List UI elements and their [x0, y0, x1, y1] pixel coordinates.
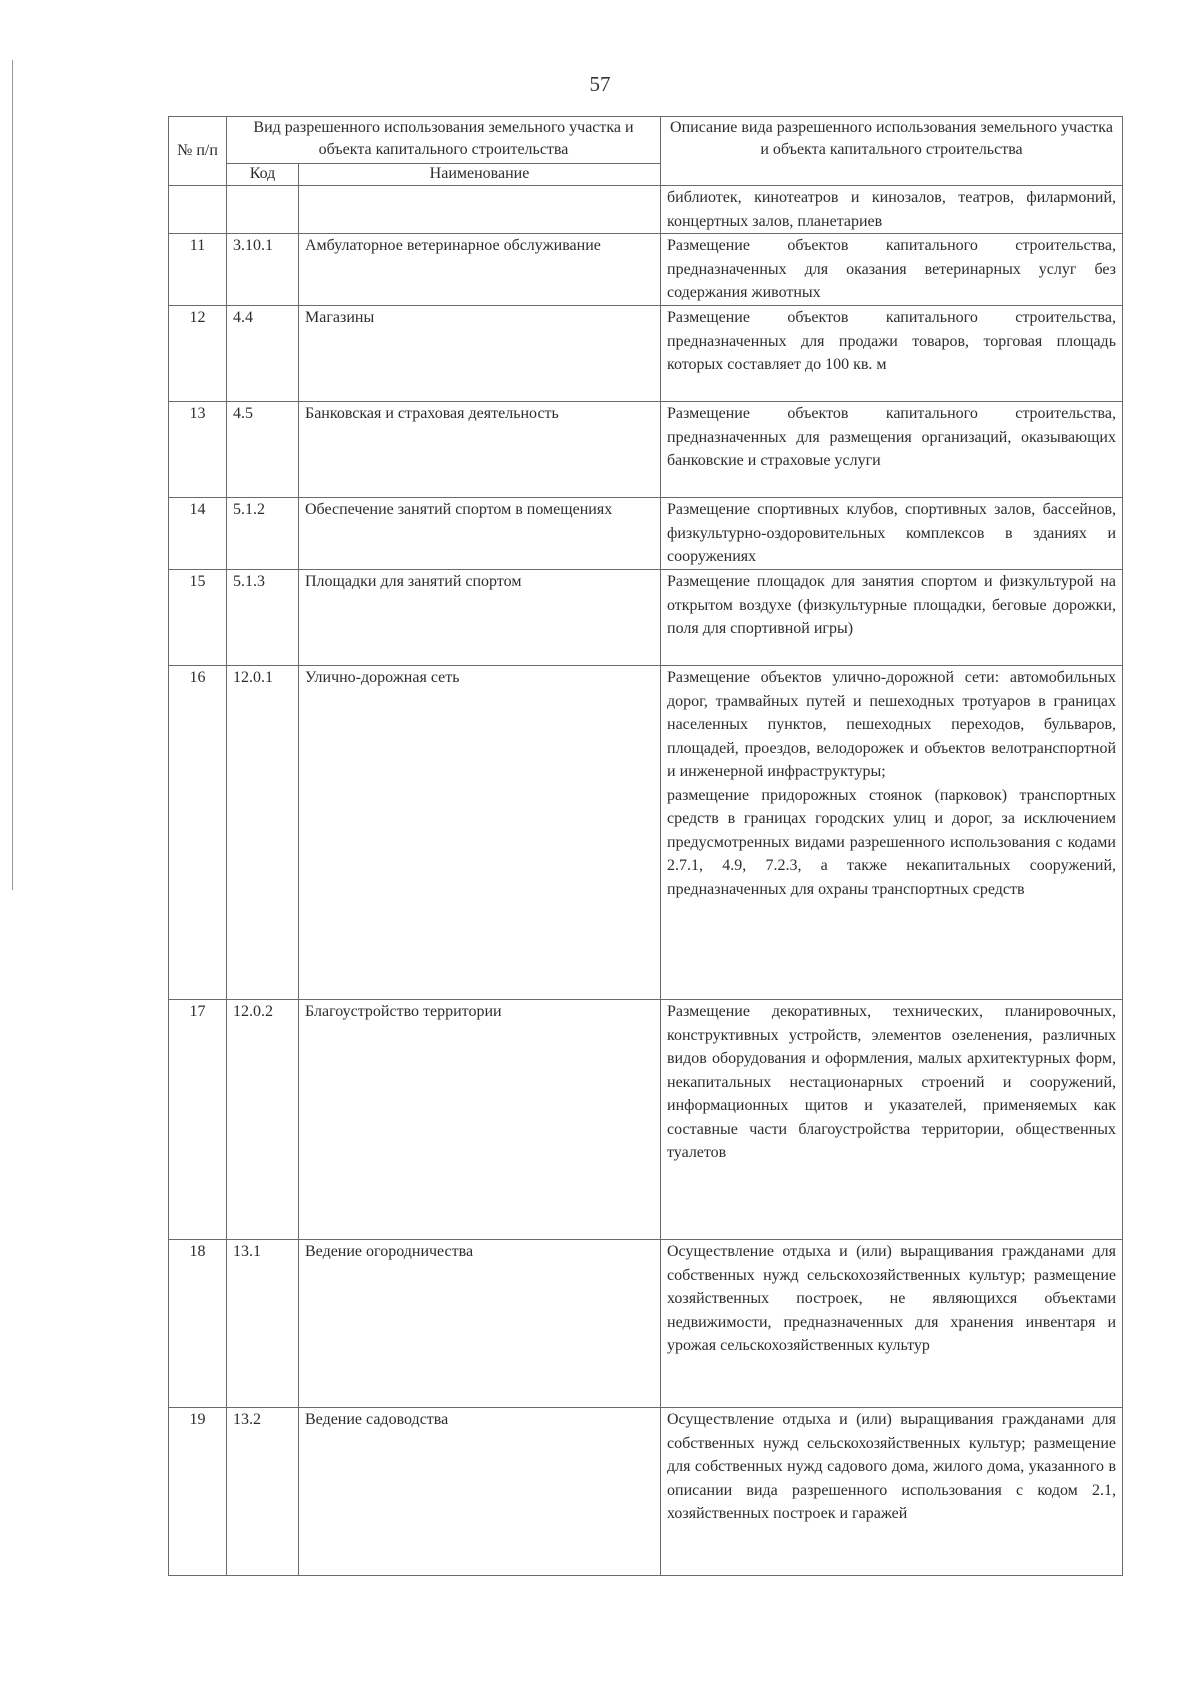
- scan-edge-line: [12, 60, 13, 890]
- table-row: [169, 666, 1123, 1000]
- page-number: 57: [589, 72, 611, 96]
- row-name: Амбулаторное ветеринарное обслуживание: [299, 234, 661, 306]
- table-row: [169, 498, 1123, 570]
- row-description: Осуществление отдыха и (или) выращивания гражданами для собственных нужд сельскохозяйственных культур; размещение для собственных нужд садового дома, жилого дома, указанного в описании вида разрешенного использования с кодом 2.1, хозяйственных построек и гаражей: [661, 1408, 1123, 1576]
- row-description-part: Размещение объектов улично-дорожной сети: автомобильных дорог, трамвайных путей и пешеходных тротуаров в границах населенных пунктов, пешеходных переходов, бульваров, площадей, проездов, велодорожек и объектов велотранспортной и инженерной инфраструктуры;: [667, 669, 1116, 780]
- row-description-part: размещение придорожных стоянок (парковок) транспортных средств в границах городских улиц и дорог, за исключением предусмотренных видами разрешенного использования с кодами 2.7.1, 4.9, 7.2.3, а также некапитальных сооружений, предназначенных для охраны транспортных средств: [667, 786, 1116, 898]
- header-use-type: Вид разрешенного использования земельного участка и объекта капитального строительства: [227, 117, 661, 164]
- row-description: [661, 666, 1123, 1000]
- table-row: [169, 234, 1123, 306]
- row-description: Размещение объектов капитального строительства, предназначенных для оказания ветеринарных услуг без содержания животных: [661, 234, 1123, 306]
- row-description: Размещение площадок для занятия спортом и физкультурой на открытом воздухе (физкультурные площадки, беговые дорожки, поля для спортивной игры): [661, 570, 1123, 666]
- row-name: Улично-дорожная сеть: [299, 666, 661, 1000]
- row-code: 5.1.2: [227, 498, 299, 570]
- row-description: Размещение объектов капитального строительства, предназначенных для размещения организаций, оказывающих банковские и страховые услуги: [661, 402, 1123, 498]
- row-number: 17: [169, 1000, 227, 1240]
- row-description: Размещение объектов капитального строительства, предназначенных для продажи товаров, торговая площадь которых составляет до 100 кв. м: [661, 306, 1123, 402]
- row-code: 12.0.2: [227, 1000, 299, 1240]
- row-number: 14: [169, 498, 227, 570]
- row-code: [227, 186, 299, 234]
- row-number: 11: [169, 234, 227, 306]
- table-row: [169, 306, 1123, 402]
- row-number: 18: [169, 1240, 227, 1408]
- table-row: [169, 1408, 1123, 1576]
- row-description: библиотек, кинотеатров и кинозалов, театров, филармоний, концертных залов, планетариев: [661, 186, 1123, 234]
- table-row: [169, 402, 1123, 498]
- row-code: 3.10.1: [227, 234, 299, 306]
- land-use-table: [168, 116, 1123, 1576]
- header-name: Наименование: [299, 164, 661, 186]
- row-name: Ведение садоводства: [299, 1408, 661, 1576]
- row-name: [299, 186, 661, 234]
- row-number: 13: [169, 402, 227, 498]
- table-row: [169, 1000, 1123, 1240]
- row-number: 12: [169, 306, 227, 402]
- row-name: Магазины: [299, 306, 661, 402]
- row-name: Ведение огородничества: [299, 1240, 661, 1408]
- row-code: 13.1: [227, 1240, 299, 1408]
- header-code: Код: [227, 164, 299, 186]
- row-code: 5.1.3: [227, 570, 299, 666]
- header-description: Описание вида разрешенного использования земельного участка и объекта капитального строительства: [661, 117, 1123, 186]
- row-number: 16: [169, 666, 227, 1000]
- row-name: Банковская и страховая деятельность: [299, 402, 661, 498]
- row-description: Осуществление отдыха и (или) выращивания гражданами для собственных нужд сельскохозяйственных культур; размещение хозяйственных построек, не являющихся объектами недвижимости, предназначенных для хранения инвентаря и урожая сельскохозяйственных культур: [661, 1240, 1123, 1408]
- row-name: Благоустройство территории: [299, 1000, 661, 1240]
- table-row: [169, 1240, 1123, 1408]
- header-number: № п/п: [169, 117, 227, 186]
- row-number: [169, 186, 227, 234]
- row-name: Площадки для занятий спортом: [299, 570, 661, 666]
- row-number: 19: [169, 1408, 227, 1576]
- table-row: [169, 570, 1123, 666]
- row-description: Размещение декоративных, технических, планировочных, конструктивных устройств, элементов озеленения, различных видов оборудования и оформления, малых архитектурных форм, некапитальных нестационарных строений и сооружений, информационных щитов и указателей, применяемых как составные части благоустройства территории, общественных туалетов: [661, 1000, 1123, 1240]
- table-row-continuation: [169, 186, 1123, 234]
- row-code: 13.2: [227, 1408, 299, 1576]
- row-code: 4.5: [227, 402, 299, 498]
- row-number: 15: [169, 570, 227, 666]
- row-code: 4.4: [227, 306, 299, 402]
- row-name: Обеспечение занятий спортом в помещениях: [299, 498, 661, 570]
- row-code: 12.0.1: [227, 666, 299, 1000]
- row-description: Размещение спортивных клубов, спортивных залов, бассейнов, физкультурно-оздоровительных комплексов в зданиях и сооружениях: [661, 498, 1123, 570]
